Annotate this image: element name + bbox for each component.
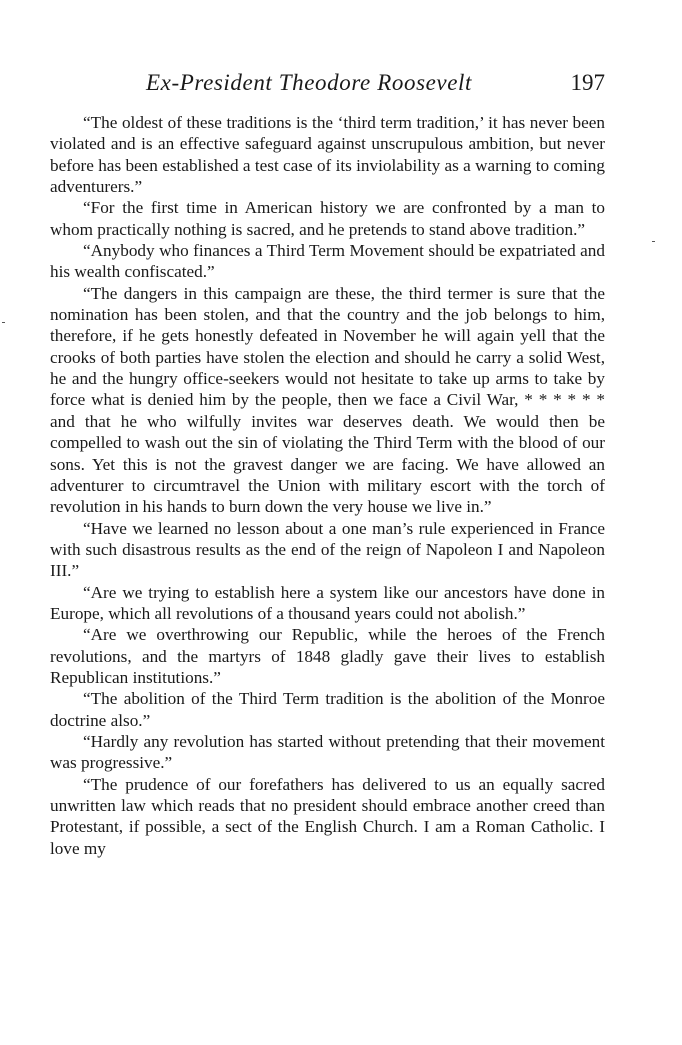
body-text xyxy=(50,112,605,859)
paragraph: “The dangers in this campaign are these, the third termer is sure that the nomination has been stolen, and that the country and the job belongs to him, therefore, if he gets honestly defeated in November he will again yell that the crooks of both parties have stolen the election and should he carry a solid West, he and the hungry office-seekers would not hesitate to take up arms to take by force what is denied him by the people, then we face a Civil War, * * * * * * and that he who wilfully invites war deserves death. We would then be compelled to wash out the sin of violating the Third Term with the blood of our sons. Yet this is not the gravest danger we are facing. We have allowed an adventurer to circumtravel the Union with military escort with the torch of revolution in his hands to burn down the very house we live in.” xyxy=(50,283,605,517)
paragraph: “For the first time in American history we are confronted by a man to whom practically nothing is sacred, and he pretends to stand above tradition.” xyxy=(50,198,605,239)
paragraph: “Anybody who finances a Third Term Movement should be expatriated and his wealth confiscated.” xyxy=(50,241,605,282)
paragraph: “The prudence of our forefathers has delivered to us an equally sacred unwritten law which reads that no president should embrace another creed than Protestant, if possible, a sect of the English Church. I am a Roman Catholic. I love my xyxy=(50,774,605,858)
running-title: Ex-President Theodore Roosevelt xyxy=(146,70,473,95)
paragraph: “The abolition of the Third Term tradition is the abolition of the Monroe doctrine also.” xyxy=(50,689,605,730)
page-number: 197 xyxy=(570,70,605,95)
paragraph: “The oldest of these traditions is the ‘third term tradition,’ it has never been violated and is an effective safeguard against unscrupulous ambition, but never before has been established a test case of its inviolability as a warning to coming adventurers.” xyxy=(50,113,605,197)
book-page xyxy=(50,70,605,859)
paragraph: “Are we overthrowing our Republic, while the heroes of the French revolutions, and the martyrs of 1848 gladly gave their lives to establish Republican institutions.” xyxy=(50,625,605,687)
paragraph: “Hardly any revolution has started without pretending that their movement was progressive.” xyxy=(50,731,605,773)
paragraph: “Have we learned no lesson about a one man’s rule experienced in France with such disastrous results as the end of the reign of Napoleon I and Napoleon III.” xyxy=(50,518,605,581)
paragraph: “Are we trying to establish here a system like our ancestors have done in Europe, which all revolutions of a thousand years could not abolish.” xyxy=(50,582,605,623)
margin-mark-right xyxy=(652,241,655,242)
margin-mark-left xyxy=(2,322,5,323)
running-head xyxy=(50,70,605,104)
